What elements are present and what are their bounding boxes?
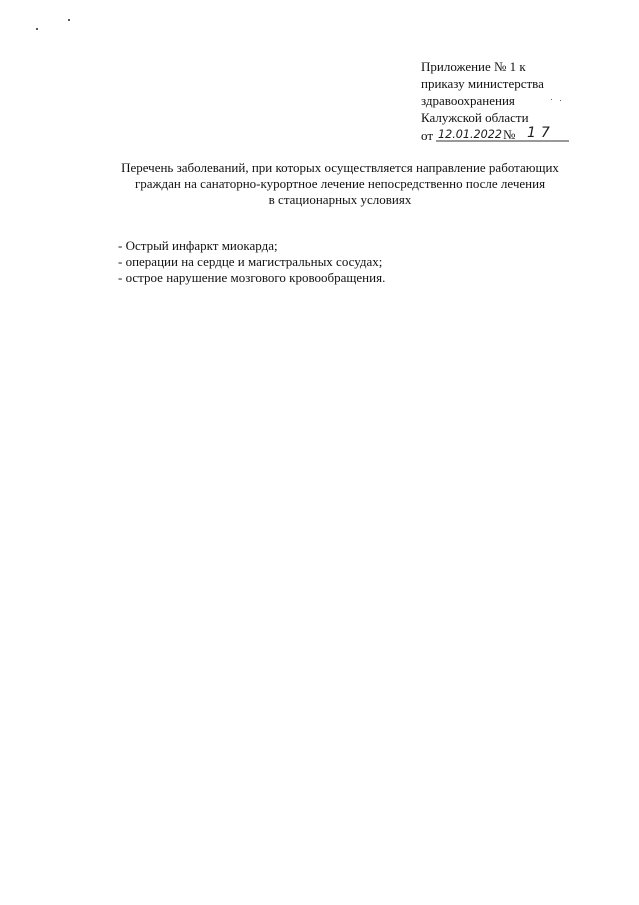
document-title xyxy=(95,160,585,208)
order-prefix: от xyxy=(421,128,434,143)
appendix-line-3: здравоохранения xyxy=(421,93,515,108)
list-item: - операции на сердце и магистральных сосудах; xyxy=(118,254,383,269)
scan-speck xyxy=(68,19,70,21)
list-item: - Острый инфаркт миокарда; xyxy=(118,238,278,253)
appendix-line-2: приказу министерства xyxy=(421,76,544,91)
appendix-line-1: Приложение № 1 к xyxy=(421,59,526,74)
scan-speck xyxy=(36,28,38,30)
title-line-3: в стационарных условиях xyxy=(268,192,412,207)
handwritten-order-details xyxy=(421,126,581,148)
appendix-line-4: Калужской области xyxy=(421,110,529,125)
order-number: 17 xyxy=(527,126,555,141)
title-line-1: Перечень заболеваний, при которых осуществляется направление работающих xyxy=(121,160,559,175)
title-line-2: граждан на санаторно-курортное лечение непосредственно после лечения xyxy=(134,176,546,191)
appendix-header xyxy=(421,58,581,144)
order-reference xyxy=(421,126,581,144)
order-date: 12.01.2022 xyxy=(438,127,502,141)
list-item: - острое нарушение мозгового кровообращения. xyxy=(118,270,386,285)
disease-list xyxy=(118,238,385,286)
order-number-sign: № xyxy=(503,127,516,142)
